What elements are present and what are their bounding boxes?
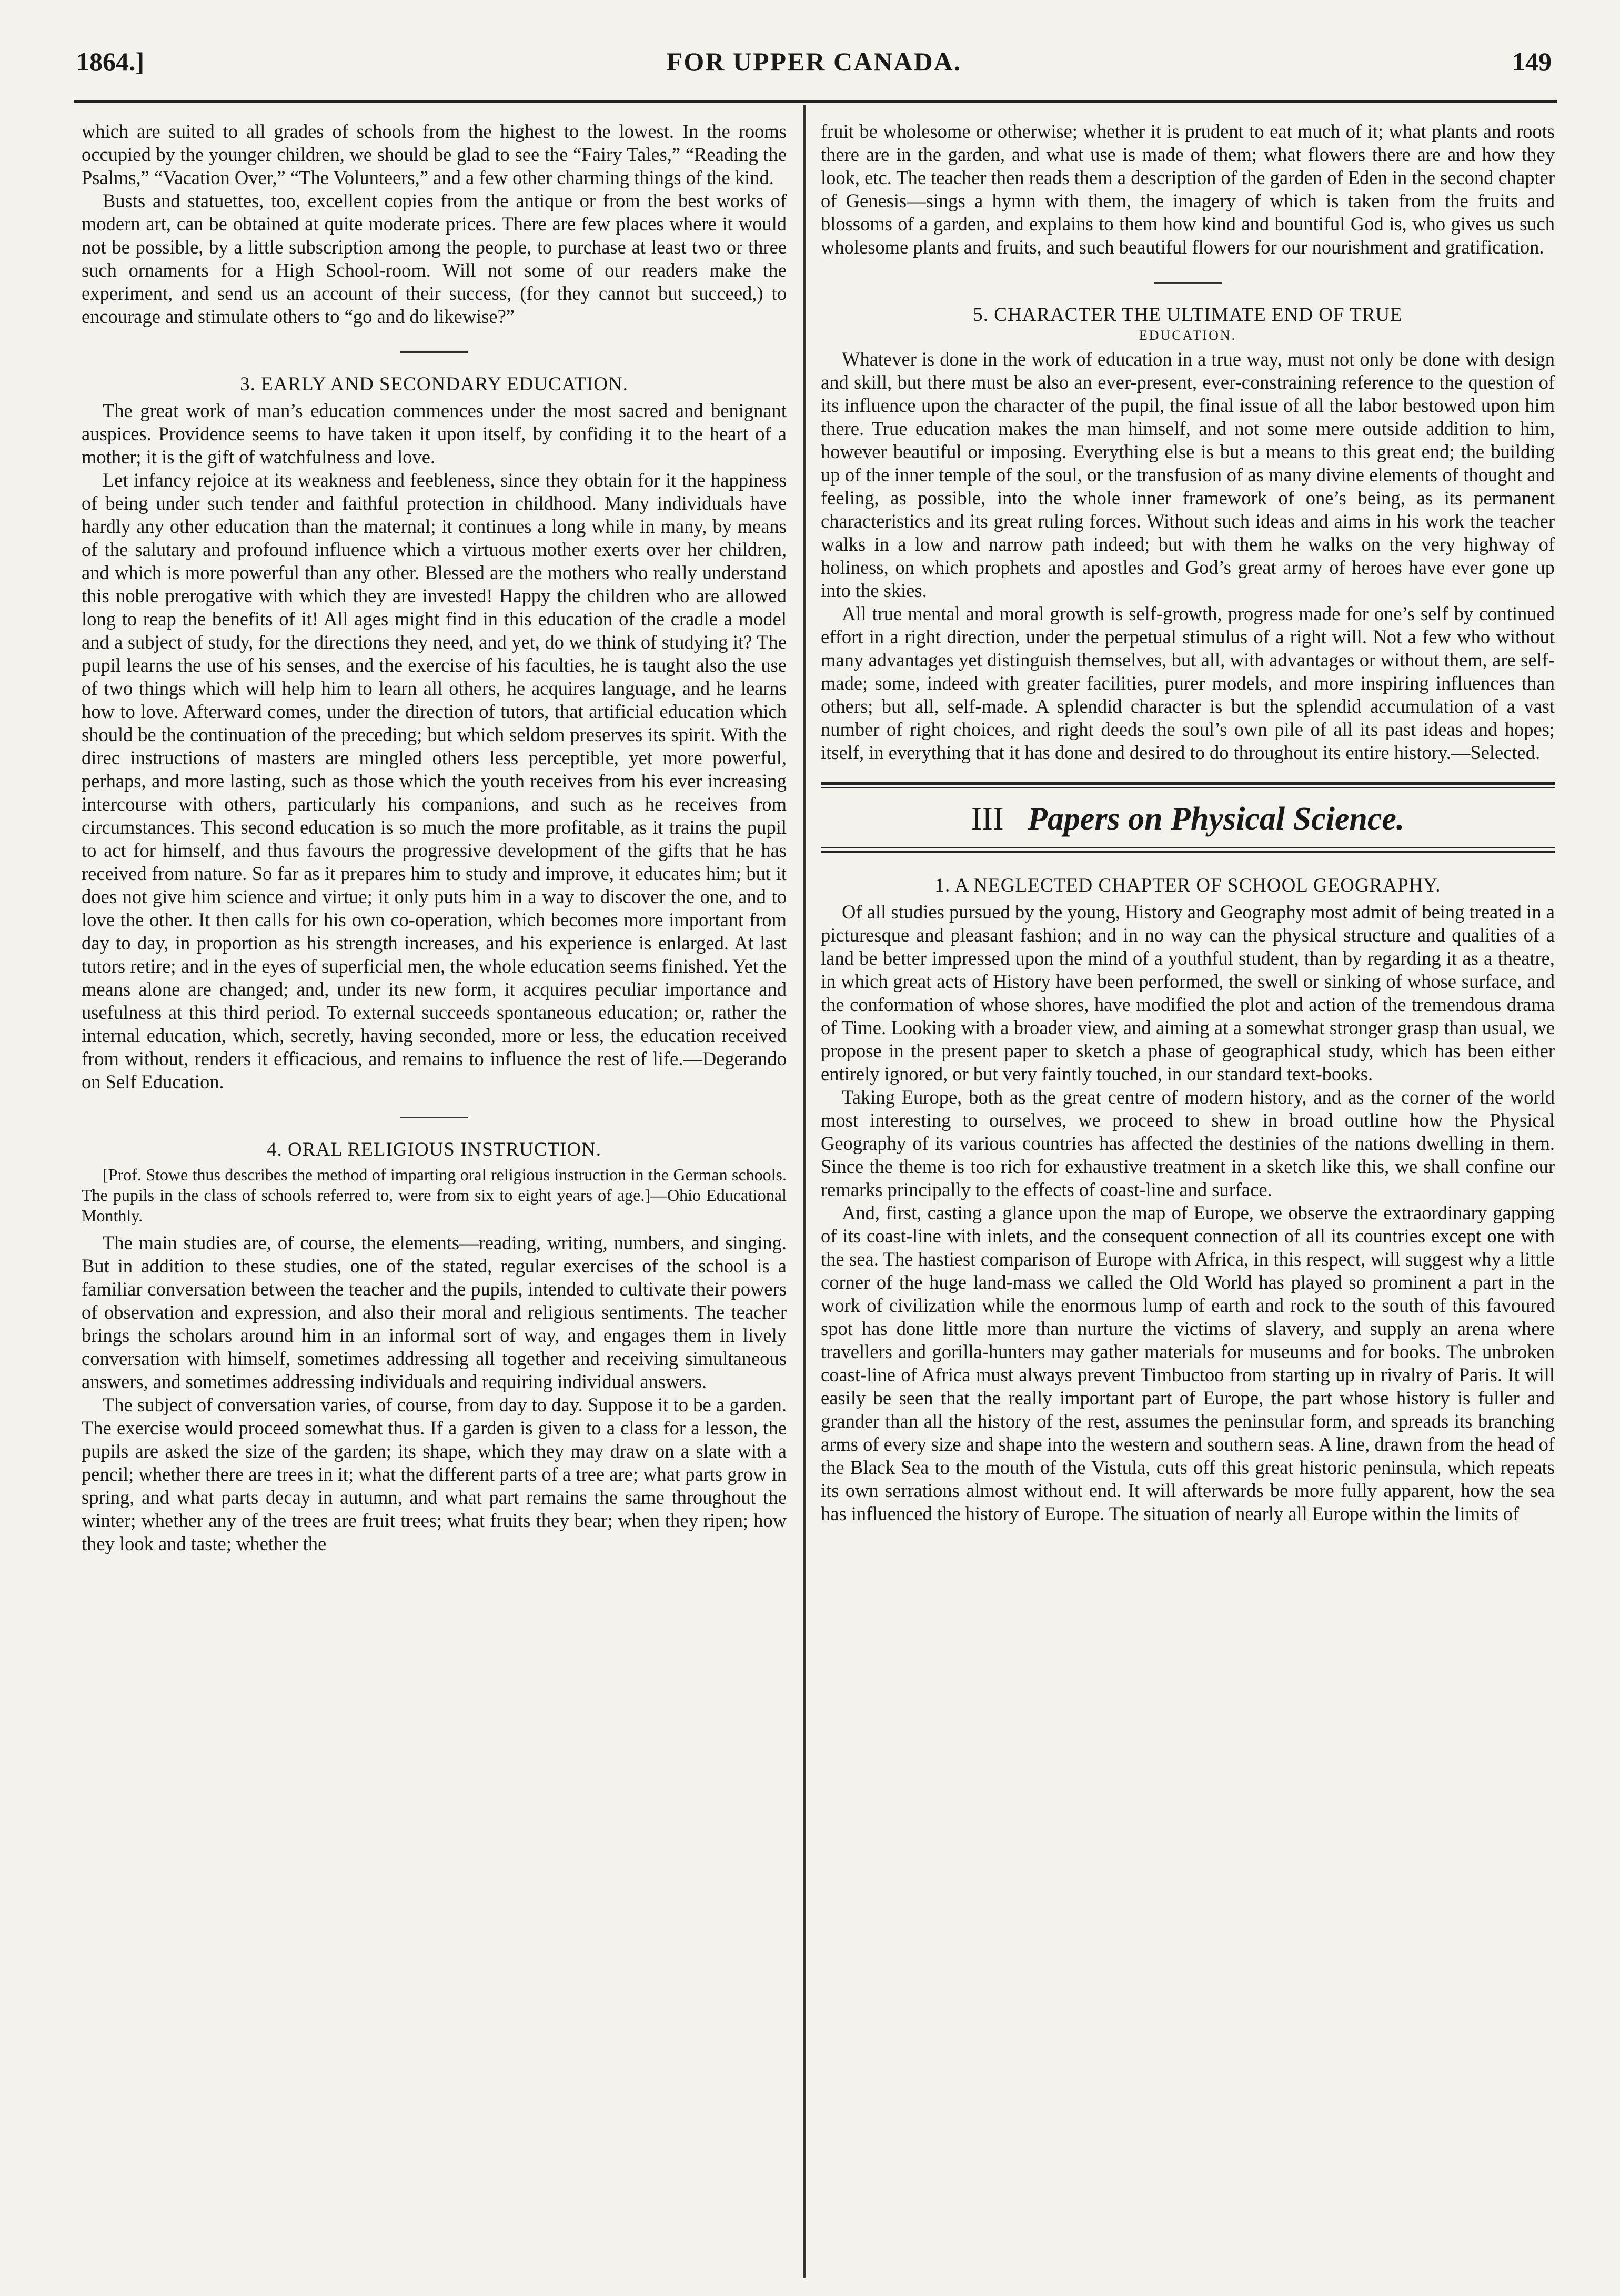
header-rule (74, 100, 1557, 103)
paragraph: The subject of conversation varies, of course, from day to day. Suppose it to be a garden. The exercise would proceed somewhat thus. If a garden is given to a class for a lesson, the pupils are asked the size of the garden; its shape, which they may draw on a slate with a pencil; whether there are trees in it; what the different parts of a tree are; what parts grow in spring, and what parts decay in autumn, and what part remains the same throughout the winter; whether any of the trees are fruit trees; what fruits they bear; when they ripen; how they look and taste; whether the (82, 1394, 787, 1554)
header-page-number: 149 (1512, 47, 1552, 76)
paragraph: Let infancy rejoice at its weakness and feebleness, since they obtain for it the happiness of being under such tender and faithful protection in childhood. Many individuals have hardly any other education than the maternal; it continues a long while in many, by means of the salutary and profound influence which a virtuous mother exerts over her children, and which is more powerful than any other. Blessed are the mothers who really understand this noble prerogative with which they are invested! Happy the children who are allowed long to reap the benefits of it! All ages might find in this education of the cradle a model and a subject of study, for the directions they need, and yet, do we think of studying it? The pupil learns the use of his senses, and the exercise of his faculties, he is taught also the use of two things which will help him to learn all others, he acquires language, and he learns how to love. Afterward comes, under the direction of tutors, that artificial education which should be the continuation of the preceding; but which seldom preserves its spirit. With the direc instructions of masters are mingled others less perceptible, yet more powerful, perhaps, and more lasting, such as those which the youth receives from his ever increasing intercourse with others, particularly his companions, and such as he receives from circumstances. This second education is so much the more profitable, as it trains the pupil to act for himself, and thus favours the progressive development of the gifts that he has received from nature. So far as it prepares him to study and improve, it educates him; but it does not give him science and virtue; it only puts him in a way to discover the one, and to love the other. It then calls for his own co-operation, which becomes more important from day to day, in proportion as his strength increases, and his experience is enlarged. At last tutors retire; and in the eyes of superficial men, the whole education seems finished. Yet the means alone are changed; and, under its new form, it acquires peculiar importance and usefulness at this third period. To external succeeds spontaneous education; or, rather the internal education, which, secretly, having seconded, more or less, the education received from without, renders it efficacious, and remains to influence the rest of life.—Degerando on Self Education. (82, 469, 787, 1093)
banner-rule (821, 851, 1555, 853)
header-year: 1864.] (76, 47, 145, 76)
page-header (76, 46, 1552, 88)
paragraph: Taking Europe, both as the great centre of modern history, and as the corner of the world most interesting to ourselves, we proceed to shew in broad outline how the Physical Geography of its various countries has affected the destinies of the nations dwelling in them. Since the theme is too rich for exhaustive treatment in a sketch like this, we shall confine our remarks principally to the effects of coast-line and surface. (821, 1086, 1555, 1200)
section-separator (1154, 282, 1222, 284)
banner-title (821, 790, 1555, 847)
column-divider (803, 105, 806, 2278)
paragraph: The main studies are, of course, the elements—reading, writing, numbers, and singing. But in addition to these studies, one of the stated, regular exercises of the school is a familiar conversation between the teacher and the pupils, intended to cultivate their powers of observation and expression, and also their moral and religious sentiments. The teacher brings the scholars around him in an informal sort of way, and engages them in lively conversation with himself, sometimes addressing all together and receiving simultaneous answers, and sometimes addressing individuals and requiring individual answers. (82, 1232, 787, 1392)
left-column (82, 120, 787, 2275)
part-banner (821, 782, 1555, 853)
section-separator (400, 351, 468, 353)
banner-rule (821, 787, 1555, 788)
paragraph: Busts and statuettes, too, excellent copies from the antique or from the best works of modern art, can be obtained at quite moderate prices. There are few places where it would not be possible, by a little subscription among the people, to purchase at least two or three such ornaments for a High School-room. Will not some of our readers make the experiment, and send us an account of their success, (for they cannot but succeed,) to encourage and stimulate others to “go and do likewise?” (82, 190, 787, 327)
right-column (821, 120, 1555, 2275)
paragraph: All true mental and moral growth is self-growth, progress made for one’s self by continued effort in a right direction, under the perpetual stimulus of a right will. Not a few who without many advantages yet distinguish themselves, but all, with advantages or without them, are self-made; some, indeed with greater facilities, purer models, and more inspiring influences than others; but all, self-made. A splendid character is but the splendid accumulation of a vast number of right choices, and right deeds the soul’s own pile of all its past ideas and hopes; itself, in everything that it has done and desired to do throughout its entire history.—Selected. (821, 603, 1555, 763)
header-title: FOR UPPER CANADA. (666, 47, 962, 76)
paragraph: fruit be wholesome or otherwise; whether it is prudent to eat much of it; what plants and roots there are in the garden, and what use is made of them; what flowers there are and how they look, etc. The teacher then reads them a description of the garden of Eden in the second chapter of Genesis—sings a hymn with them, the imagery of which is taken from the fruits and blossoms of a garden, and explains to them how kind and bountiful God is, who gives us such wholesome plants and fruits, and such beautiful flowers for our nourishment and gratification. (821, 120, 1555, 258)
banner-numeral: III (971, 801, 1004, 837)
paragraph: Of all studies pursued by the young, History and Geography most admit of being treated in a picturesque and pleasant fashion; and in no way can the physical structure and qualities of a land be better impressed upon the mind of a youthful student, than by regarding it as a theatre, in which great acts of History have been performed, the swell or sinking of whose surface, and the conformation of whose shores, have modified the plot and action of the tremendous drama of Time. Looking with a broader view, and aiming at a somewhat stronger grasp than usual, we propose in the present paper to sketch a phase of geographical study, which has been either entirely ignored, or but very faintly touched, in our standard text-books. (821, 901, 1555, 1085)
editorial-note: [Prof. Stowe thus describes the method of imparting oral religious instruction in the German schools. The pupils in the class of schools referred to, were from six to eight years of age.]—Ohio Educational Monthly. (82, 1165, 787, 1225)
section-separator (400, 1117, 468, 1118)
paragraph: which are suited to all grades of schools from the highest to the lowest. In the rooms occupied by the younger children, we should be glad to see the “Fairy Tales,” “Reading the Psalms,” “Vacation Over,” “The Volunteers,” and a few other charming things of the kind. (82, 120, 787, 188)
banner-rule (821, 782, 1555, 785)
section-title: 3. EARLY AND SECONDARY EDUCATION. (240, 373, 628, 395)
paragraph: And, first, casting a glance upon the map of Europe, we observe the extraordinary gapping of its coast-line with inlets, and the consequent connection of all its countries except one with the sea. The hastiest comparison of Europe with Africa, in this respect, will suggest why a little corner of the huge land-mass we called the Old World has played so prominent a part in the work of civilization while the enormous lump of earth and rock to the south of this favoured spot has done little more than nurture the victims of slavery, and supply an arena where travellers and gorilla-hunters may gather materials for museums and for books. The unbroken coast-line of Africa must always prevent Timbuctoo from starting up in rivalry of Paris. It will easily be seen that the really important part of Europe, the part whose history is fuller and grander than all the history of the rest, assumes the peninsular form, and spreads its branching arms of every size and shape into the western and southern seas. A line, drawn from the head of the Black Sea to the mouth of the Vistula, cuts off this great historic peninsula, which repeats its own serrations almost without end. It will afterwards be more fully apparent, how the sea has influenced the history of Europe. The situation of nearly all Europe within the limits of (821, 1202, 1555, 1524)
section-title: 5. CHARACTER THE ULTIMATE END OF TRUE (973, 304, 1403, 326)
banner-rule (821, 847, 1555, 848)
paragraph: The great work of man’s education commences under the most sacred and benignant auspices. Providence seems to have taken it upon itself, by confiding it to the heart of a mother; it is the gift of watchfulness and love. (82, 400, 787, 468)
paragraph: Whatever is done in the work of education in a true way, must not only be done with design and skill, but there must be also an ever-present, ever-constraining reference to the question of its influence upon the character of the pupil, the final issue of all the labor bestowed upon him there. True education makes the man himself, and not some mere outside addition to him, however beautiful or imposing. Everything else is but a means to this great end; the building up of the inner temple of the soul, or the transfusion of as many divine elements of thought and feeling, as possible, into the whole inner framework of one’s being, as its permanent characteristics and its great ruling forces. Without such ideas and aims in his work the teacher walks in a low and narrow path indeed; but with them he walks on the very highway of holiness, on which prophets and apostles and God’s great army of heroes have ever gone up into the skies. (821, 348, 1555, 601)
section-title: 1. A NEGLECTED CHAPTER OF SCHOOL GEOGRAPHY. (934, 875, 1441, 896)
section-subtitle: EDUCATION. (1139, 328, 1237, 343)
spacer (82, 1226, 787, 1231)
section-title: 4. ORAL RELIGIOUS INSTRUCTION. (266, 1139, 602, 1160)
banner-text: Papers on Physical Science. (1028, 801, 1405, 837)
